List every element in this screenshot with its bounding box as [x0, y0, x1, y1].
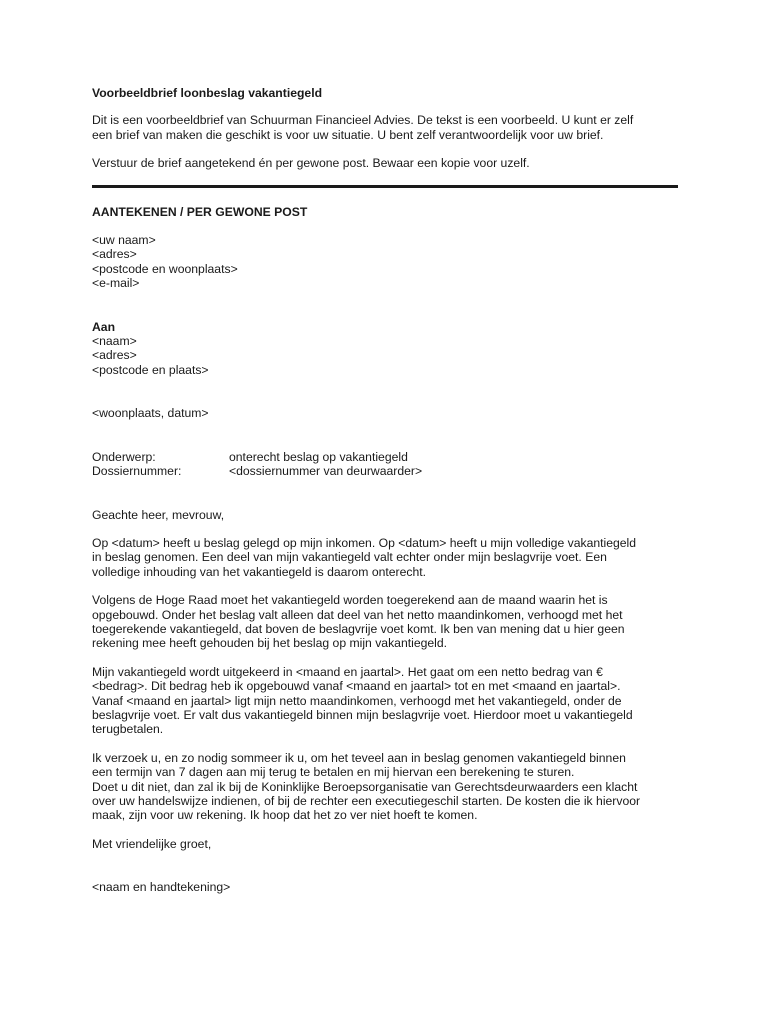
paragraph-line: over uw handelswijze indienen, of bij de rechter een executiegeschil starten. De kosten die ik hiervoor [92, 794, 641, 808]
recipient-line: <adres> [92, 348, 137, 363]
paragraph-line: maak, zijn voor uw rekening. Ik hoop dat het zo ver niet hoeft te komen. [92, 808, 478, 823]
subject-row [92, 450, 682, 464]
paragraph-line: Op <datum> heeft u beslag gelegd op mijn inkomen. Op <datum> heeft u mijn volledige vakantiegeld [92, 535, 637, 550]
subject-value: onterecht beslag op vakantiegeld [229, 449, 408, 464]
paragraph-line: een termijn van 7 dagen aan mij terug te betalen en mij hiervan een berekening te sturen. [92, 765, 575, 780]
signature-placeholder: <naam en handtekening> [92, 880, 231, 895]
paragraph-line: beslagvrije voet. Er valt dus vakantiegeld binnen mijn beslagvrije voet. Hierdoor moet u vakantiegeld [92, 707, 633, 722]
intro-paragraph [92, 113, 682, 142]
sender-line: <e-mail> [92, 276, 140, 291]
intro-line: een brief van maken die geschikt is voor uw situatie. U bent zelf verantwoordelijk voor uw brief. [92, 127, 604, 142]
paragraph-1 [92, 536, 682, 579]
subject-label: Onderwerp: [92, 449, 156, 464]
paragraph-line: Doet u dit niet, dan zal ik bij de Koninklijke Beroepsorganisatie van Gerechtsdeurwaarders een klacht [92, 779, 638, 794]
paragraph-line: volledige inhouding van het vakantiegeld is daarom onterecht. [92, 564, 427, 579]
recipient-address [92, 320, 682, 378]
recipient-line: <postcode en plaats> [92, 362, 209, 377]
recipient-line: <naam> [92, 334, 137, 349]
paragraph-line: opgebouwd. Onder het beslag valt alleen dat deel van het netto maandinkomen, verhoogd met het [92, 607, 623, 622]
document-title: Voorbeeldbrief loonbeslag vakantiegeld [92, 86, 323, 100]
dossier-label: Dossiernummer: [92, 464, 182, 479]
sender-address [92, 233, 682, 291]
paragraph-3 [92, 665, 682, 737]
salutation: Geachte heer, mevrouw, [92, 507, 225, 522]
paragraph-line: in beslag genomen. Een deel van mijn vakantiegeld valt echter onder mijn beslagvrije voet. Een [92, 550, 607, 565]
recipient-label: Aan [92, 319, 116, 334]
paragraph-line: <bedrag>. Dit bedrag heb ik opgebouwd vanaf <maand en jaartal> tot en met <maand en jaartal>. [92, 679, 621, 694]
paragraph-line: toegerekende vakantiegeld, dat boven de beslagvrije voet komt. Ik ben van mening dat u hier geen [92, 621, 625, 636]
paragraph-line: rekening mee heeft gehouden bij het beslag op mijn vakantiegeld. [92, 636, 448, 651]
sender-line: <uw naam> [92, 233, 156, 248]
paragraph-line: Ik verzoek u, en zo nodig sommeer ik u, om het teveel aan in beslag genomen vakantiegeld binnen [92, 750, 626, 765]
dossier-row [92, 464, 682, 478]
paragraph-line: Mijn vakantiegeld wordt uitgekeerd in <maand en jaartal>. Het gaat om een netto bedrag van € [92, 664, 603, 679]
paragraph-line: terugbetalen. [92, 722, 164, 737]
paragraph-line: Volgens de Hoge Raad moet het vakantiegeld worden toegerekend aan de maand waarin het is [92, 593, 608, 608]
place-date: <woonplaats, datum> [92, 406, 209, 421]
paragraph-4 [92, 751, 682, 823]
paragraph-line: Vanaf <maand en jaartal> ligt mijn netto maandinkomen, verhoogd met het vakantiegeld, onder de [92, 693, 622, 708]
intro-line: Dit is een voorbeeldbrief van Schuurman Financieel Advies. De tekst is een voorbeeld. U kunt er zelf [92, 113, 634, 128]
sender-line: <adres> [92, 247, 137, 262]
reference-block [92, 450, 682, 479]
closing: Met vriendelijke groet, [92, 836, 212, 851]
letter-page [92, 86, 682, 895]
dossier-value: <dossiernummer van deurwaarder> [229, 464, 423, 479]
paragraph-2 [92, 593, 682, 651]
sender-line: <postcode en woonplaats> [92, 261, 238, 276]
send-instruction: Verstuur de brief aangetekend én per gewone post. Bewaar een kopie voor uzelf. [92, 156, 530, 171]
mailing-heading: AANTEKENEN / PER GEWONE POST [92, 204, 308, 219]
